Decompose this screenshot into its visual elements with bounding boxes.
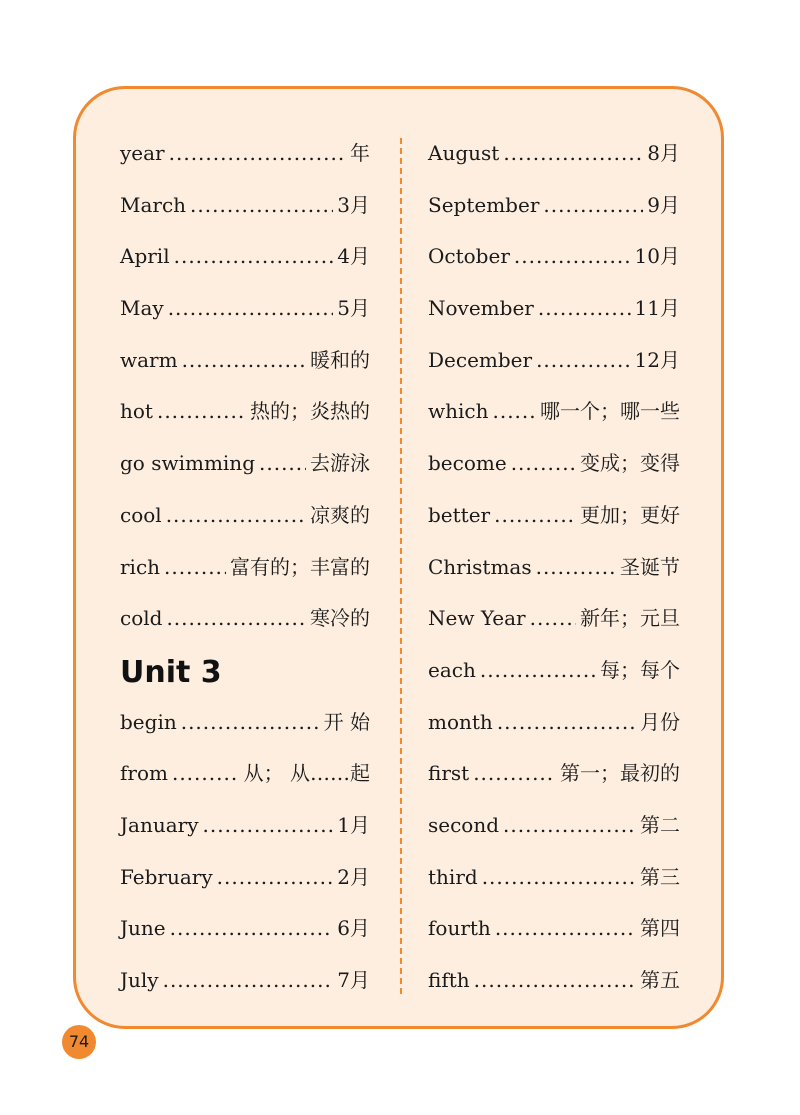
dot-leader xyxy=(181,705,320,739)
dot-leader xyxy=(172,756,240,790)
dot-leader xyxy=(495,911,636,945)
vocab-meaning: 2月 xyxy=(337,864,370,889)
vocab-entry xyxy=(120,188,370,240)
vocab-meaning: 12月 xyxy=(634,347,680,372)
vocab-entry xyxy=(120,550,370,602)
dot-leader xyxy=(511,446,576,480)
dot-leader xyxy=(503,136,643,170)
dot-leader xyxy=(473,756,556,790)
vocab-word: warm xyxy=(120,347,178,372)
column-divider xyxy=(400,138,402,994)
dot-leader xyxy=(538,291,631,325)
dot-leader xyxy=(492,394,536,428)
vocab-word: better xyxy=(428,502,491,527)
dot-leader xyxy=(514,239,631,273)
dot-leader xyxy=(163,963,334,997)
vocab-meaning: 每；每个 xyxy=(600,657,680,682)
vocab-word: from xyxy=(120,761,168,786)
vocab-word: go swimming xyxy=(120,451,255,476)
dot-leader xyxy=(536,550,616,584)
vocab-entry xyxy=(428,239,680,291)
vocab-meaning: 第五 xyxy=(640,968,680,992)
vocab-entry xyxy=(120,911,370,963)
vocab-word: year xyxy=(120,141,165,165)
vocab-entry xyxy=(428,705,680,757)
dot-leader xyxy=(543,188,643,222)
left-entries-bottom xyxy=(120,705,370,1015)
vocab-entry xyxy=(120,756,370,808)
vocab-word: each xyxy=(428,657,476,682)
vocab-word: month xyxy=(428,709,493,734)
vocab-entry xyxy=(120,446,370,498)
dot-leader xyxy=(168,291,334,325)
vocab-word: February xyxy=(120,864,213,889)
vocab-meaning: 11月 xyxy=(634,296,680,321)
dot-leader xyxy=(503,808,636,842)
vocab-entry xyxy=(428,550,680,602)
vocab-entry xyxy=(428,291,680,343)
vocab-meaning: 10月 xyxy=(634,244,680,269)
vocab-word: June xyxy=(120,916,166,941)
vocab-entry xyxy=(428,601,680,653)
vocab-meaning: 变成；变得 xyxy=(580,451,680,476)
vocab-word: become xyxy=(428,451,507,476)
unit-heading: Unit 3 xyxy=(120,654,222,690)
dot-leader xyxy=(182,343,306,377)
vocab-meaning: 暖和的 xyxy=(310,347,370,372)
dot-leader xyxy=(482,860,636,894)
vocab-word: second xyxy=(428,812,500,837)
vocab-meaning: 8月 xyxy=(647,141,680,165)
dot-leader xyxy=(497,705,636,739)
vocab-entry xyxy=(428,188,680,240)
vocab-entry xyxy=(428,911,680,963)
vocab-meaning: 更加；更好 xyxy=(580,502,680,527)
vocab-entry xyxy=(428,343,680,395)
vocab-word: December xyxy=(428,347,533,372)
page-number: 74 xyxy=(62,1025,96,1059)
vocab-meaning: 开 始 xyxy=(323,709,370,734)
vocab-entry xyxy=(120,291,370,343)
vocab-entry xyxy=(428,963,680,1015)
vocab-entry xyxy=(428,653,680,705)
vocab-meaning: 6月 xyxy=(337,916,370,941)
vocab-word: fifth xyxy=(428,968,470,992)
dot-leader xyxy=(480,653,596,687)
vocab-entry xyxy=(428,136,680,188)
dot-leader xyxy=(536,343,630,377)
vocab-meaning: 哪一个；哪一些 xyxy=(540,399,680,424)
vocab-meaning: 5月 xyxy=(337,296,370,321)
dot-leader xyxy=(169,136,346,170)
vocab-meaning: 年 xyxy=(350,141,370,165)
vocab-word: New Year xyxy=(428,606,526,631)
dot-leader xyxy=(203,808,334,842)
dot-leader xyxy=(494,498,576,532)
vocab-word: September xyxy=(428,192,540,217)
vocab-meaning: 3月 xyxy=(337,192,370,217)
vocab-entry xyxy=(120,239,370,291)
vocab-word: first xyxy=(428,761,470,786)
vocab-meaning: 去游泳 xyxy=(310,451,370,476)
vocab-meaning: 寒冷的 xyxy=(310,606,370,631)
vocab-word: August xyxy=(428,141,500,165)
dot-leader xyxy=(530,601,576,635)
vocab-meaning: 第二 xyxy=(640,812,680,837)
dot-leader xyxy=(174,239,334,273)
right-column xyxy=(428,136,680,1015)
dot-leader xyxy=(217,860,334,894)
vocab-meaning: 月份 xyxy=(640,709,680,734)
vocab-word: April xyxy=(120,244,170,269)
vocab-entry xyxy=(120,808,370,860)
vocab-word: fourth xyxy=(428,916,491,941)
vocab-meaning: 圣诞节 xyxy=(620,554,680,579)
vocab-word: third xyxy=(428,864,478,889)
vocab-entry xyxy=(428,394,680,446)
vocab-word: rich xyxy=(120,554,161,579)
vocab-word: which xyxy=(428,399,489,424)
dot-leader xyxy=(157,394,246,428)
vocab-entry xyxy=(120,394,370,446)
vocab-word: begin xyxy=(120,709,177,734)
dot-leader xyxy=(190,188,333,222)
left-entries-top xyxy=(120,136,370,653)
dot-leader xyxy=(166,601,306,635)
dot-leader xyxy=(166,498,306,532)
vocab-entry xyxy=(428,808,680,860)
vocab-word: hot xyxy=(120,399,153,424)
vocab-meaning: 凉爽的 xyxy=(310,502,370,527)
vocab-entry xyxy=(120,343,370,395)
vocab-entry xyxy=(120,498,370,550)
right-entries xyxy=(428,136,680,1015)
vocab-meaning: 第一；最初的 xyxy=(560,761,680,786)
vocab-entry xyxy=(120,705,370,757)
vocab-meaning: 第四 xyxy=(640,916,680,941)
vocab-entry xyxy=(428,756,680,808)
vocab-meaning: 4月 xyxy=(337,244,370,269)
vocab-meaning: 从； 从……起 xyxy=(243,761,370,786)
vocab-word: cold xyxy=(120,606,163,631)
vocab-word: May xyxy=(120,296,164,321)
vocab-entry xyxy=(120,136,370,188)
vocab-entry xyxy=(120,963,370,1015)
vocab-entry xyxy=(428,446,680,498)
dot-leader xyxy=(259,446,306,480)
vocab-word: October xyxy=(428,244,510,269)
left-column xyxy=(120,136,370,1015)
vocab-word: cool xyxy=(120,502,162,527)
vocab-meaning: 7月 xyxy=(337,968,370,992)
vocab-word: November xyxy=(428,296,534,321)
vocab-entry xyxy=(428,860,680,912)
vocab-meaning: 9月 xyxy=(647,192,680,217)
vocab-word: March xyxy=(120,192,187,217)
vocab-meaning: 热的；炎热的 xyxy=(250,399,370,424)
vocab-word: Christmas xyxy=(428,554,532,579)
vocab-word: January xyxy=(120,812,199,837)
vocab-meaning: 富有的；丰富的 xyxy=(230,554,370,579)
vocab-meaning: 新年；元旦 xyxy=(580,606,680,631)
vocab-word: July xyxy=(120,968,159,992)
dot-leader xyxy=(170,911,334,945)
vocab-entry xyxy=(120,601,370,653)
dot-leader xyxy=(164,550,226,584)
vocab-entry xyxy=(120,860,370,912)
vocab-entry xyxy=(428,498,680,550)
vocab-meaning: 1月 xyxy=(337,812,370,837)
vocab-meaning: 第三 xyxy=(640,864,680,889)
dot-leader xyxy=(474,963,636,997)
